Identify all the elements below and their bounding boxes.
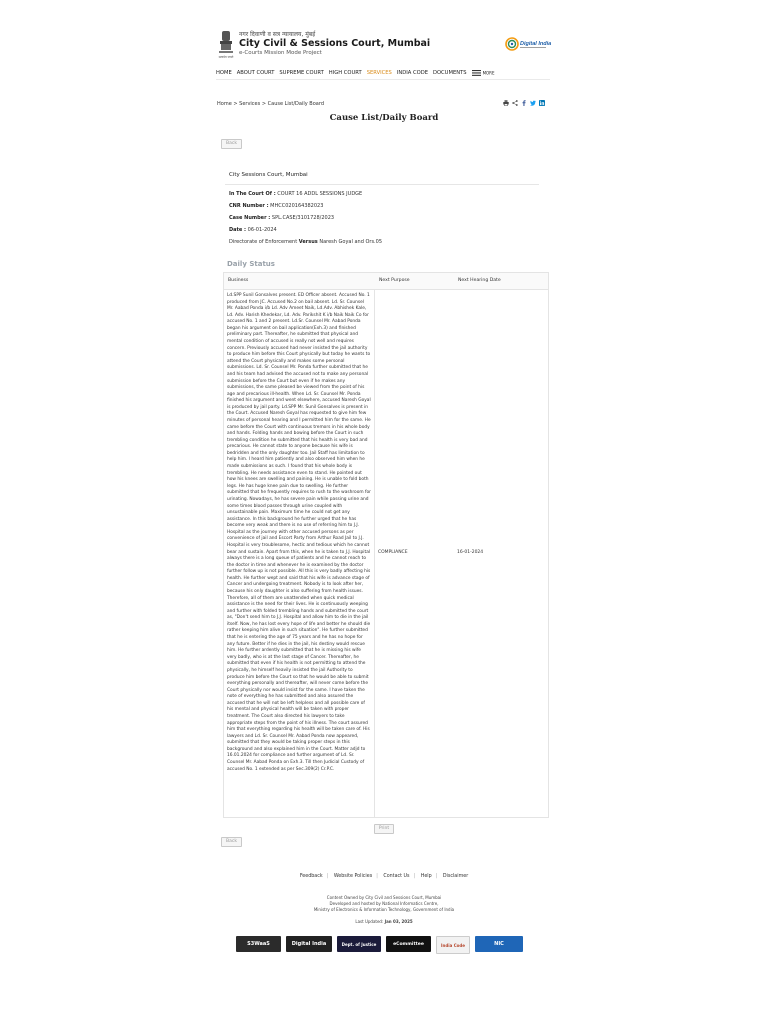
court-of-row [229, 191, 362, 197]
footer-developed: Developed and hosted by National Informatics Centre, [329, 901, 439, 906]
nav-more-label: MORE [482, 70, 495, 76]
next-purpose-cell: COMPLIANCE [378, 550, 408, 555]
footer-contact-us[interactable]: Contact Us [383, 874, 410, 879]
emblem-caption: सत्यमेव जयते [218, 55, 234, 59]
breadcrumb-sep: > [261, 101, 267, 107]
ecommittee-logo[interactable]: eCommittee [386, 936, 431, 952]
breadcrumb [217, 101, 324, 107]
nav-more[interactable] [472, 70, 495, 77]
parties-row [229, 239, 382, 245]
case-number-value: SPL.CASE/3101728/2023 [271, 215, 335, 221]
next-hearing-date-cell: 16-01-2024 [457, 550, 484, 555]
share-toolbar [503, 100, 545, 106]
footer-last-updated [0, 919, 768, 924]
nav-services[interactable]: SERVICES [366, 70, 392, 76]
nav-documents[interactable]: DOCUMENTS [432, 70, 467, 76]
court-name[interactable]: City Civil & Sessions Court, Mumbai [239, 38, 431, 49]
daily-status-heading: Daily Status [227, 260, 275, 268]
national-emblem-icon [217, 29, 235, 59]
date-row [229, 227, 277, 233]
nav-home[interactable]: HOME [216, 70, 232, 76]
print-button[interactable]: Print [374, 824, 394, 834]
col-business: Business [228, 278, 249, 283]
breadcrumb-current: Cause List/Daily Board [267, 101, 324, 107]
twitter-icon[interactable] [530, 100, 536, 106]
footer-website-policies[interactable]: Website Policies [333, 874, 373, 879]
col-next-hearing-date: Next Hearing Date [458, 278, 501, 283]
nav-about-court[interactable]: ABOUT COURT [236, 70, 275, 76]
breadcrumb-home[interactable]: Home [217, 101, 232, 107]
digital-india-footer-logo[interactable]: Digital India [286, 936, 332, 952]
footer-disclaimer[interactable]: Disclaimer [442, 874, 469, 879]
date-label: Date : [229, 227, 247, 233]
case-number-label: Case Number : [229, 215, 271, 221]
nav-divider [216, 79, 550, 80]
back-button[interactable]: Back [221, 139, 242, 149]
column-divider [374, 289, 375, 817]
dept-of-justice-logo[interactable]: Dept. of Justice [337, 936, 381, 952]
court-name-hindi: नगर दिवाणी व सत्र न्यायालय, मुंबई [239, 31, 316, 38]
business-cell: Ld.SPP Sunil Gonsalves present. ED Officer absent. Accused No. 1 produced from JC. Accused No.2 on bail absent. Ld. Sr. Counsel Mr. Aabad Ponda i/b Ld. Adv Ameet Naik, Ld.Adv. Abhishek Kale, Ld. Adv. Harish Khedekar, Ld. Adv. Parikshit K i/b Naik Naik Co for accused No. 1 and 2 present. Ld.Sr. Counsel Mr. Aabad Ponda began his argument on bail application(Exh.3) and finished preliminary part. Thereafter, he submitted that physical and mental condition of accused is really not well and requires concern. Previously accused had never insisted the jail authority to produce him before this Court physically but today he wants to attend the Court physically and makes some personal submissions. Ld. Sr. Counsel Mr. Ponda further submitted that he and his team had advised the accused not to make any personal submission before the Court but even if he makes any submissions, the same pleased be viewed from the point of his age and precarious ill-health. When Ld. Sr. Counsel Mr. Ponda finished his argument and went elsewhere, accused Naresh Goyal is produced by jail party. Ld.SPP Mr. Sunil Gonsalves is present in the Court. Accused Naresh Goyal has requested to give him few minutes of personal hearing and I permitted him for the same. He came before the Court with continuous tremors in his whole body and hands. Folding hands and bowing before the Court in such trembling condition he submitted that his health is very bad and precarious. He cannot state to anyone because his wife is bedridden and the only daughter too. Jail Staff has limitation to help him. I heard him patiently and also observed him when he made submissions as such. I found that his whole body is trembling. He needs assistance even to stand. He pointed out how his knees are swelling and paining. He is unable to fold both legs. He has huge knee pain due to swelling. He further submitted that he frequently requires to rush to the washroom for urinating. Nowadays, he has severe pain while passing urine and some times blood passes through urine coupled with unsustainable pain. Maximum time he could not get any assistance. In this background he further urged that he has become very weak and there is no use of referring him to J.J. Hospital as the journey with other accused persons as per convenience of jail and Escort Party from Arthur Road Jail to J.J. Hospital is very troublesome, hectic and tedious which he cannot bear and sustain. Apart from this, when he is taken to J.J. Hospital always there is a long queue of patients and he cannot reach to the doctor in time and whenever he is examined by the doctor further follow up is not possible. All this is very badly affecting his health. He further wept and said that his wife is advance stage of Cancer and undergoing treatment. Nobody is to look after her, because his only daughter is also suffering from health issues. Therefore, all of them are unattended when quick medical assistance is the need for their lives. He is continuously weeping and further with folded trembling hands and submitted the court as, "Don't send him to J.J. Hospital and allow him to die in the jail itself. Now, he has lost every hope of life and better he should die rather keeping him alive in such situation". He further submitted that he is entering the age of 75 years and he has no hope for any future. Better if he dies in the jail, his destiny would rescue him. He further ardently submitted that he is missing his wife very badly, who is at the last stage of Cancer. Thereafter, he submitted that even if his health is not permitting to attend the physically, he himself heavily insisted the jail Authority to produce him before the Court so that he would be able to submit everything personally and thereafter, will never come before the Court physically nor would insist for the same. I have taken the note of everything he has submitted and also assured the accused that he will not be left helpless and all possible care of his mental and physical health will be taken with proper treatment. The Court also directed his lawyers to take appropriate steps from the point of his illness. The court assured him that everything regarding his health will be taken care of. His lawyers and Ld. Sr. Counsel Mr. Aabad Ponda now appeared, submitted that they would be taking proper steps in this background and also explained him in the Court. Matter adjd to 16.01.2024 for compliance and further argument of Ld. Sr. Counsel Mr. Aabad Ponda on Exh.3. Till then Judicial Custody of accused No. 1 extended as per Sec.309(2) Cr.P.C. [227, 293, 371, 772]
footer-ministry: Ministry of Electronics & Information Technology, Government of India [313, 907, 455, 912]
court-subtitle: e-Courts Mission Mode Project [239, 50, 322, 56]
nav-high-court[interactable]: HIGH COURT [328, 70, 362, 76]
table-header [224, 273, 548, 290]
nav-supreme-court[interactable]: SUPREME COURT [279, 70, 324, 76]
footer-help[interactable]: Help [420, 874, 432, 879]
print-icon[interactable] [503, 100, 509, 106]
linkedin-icon[interactable] [539, 100, 545, 106]
breadcrumb-services[interactable]: Services [239, 101, 261, 107]
date-value: 06-01-2024 [247, 227, 277, 233]
partner-logos [236, 936, 523, 954]
last-updated-value: Jan 03, 2025 [384, 919, 413, 924]
col-next-purpose: Next Purpose [379, 278, 410, 283]
party-b: Naresh Goyal and Ors.05 [319, 239, 383, 245]
hamburger-menu-icon [472, 70, 481, 76]
versus-label: Versus [298, 239, 318, 245]
case-number-row [229, 215, 334, 221]
cnr-label: CNR Number : [229, 203, 269, 209]
facebook-icon[interactable] [521, 100, 527, 106]
cnr-row [229, 203, 323, 209]
back-button-bottom[interactable]: Back [221, 837, 242, 847]
page-title: Cause List/Daily Board [329, 113, 439, 123]
digital-india-logo[interactable] [505, 36, 553, 52]
party-a: Directorate of Enforcement [229, 239, 298, 245]
nav-india-code[interactable]: INDIA CODE [396, 70, 428, 76]
india-code-logo[interactable]: India Code [436, 936, 470, 954]
footer-owned: Content Owned by City Civil and Sessions Court, Mumbai [326, 895, 442, 900]
digital-india-logo-text: Digital India [520, 41, 552, 47]
info-divider [225, 184, 539, 185]
s3waas-logo[interactable]: S3WaaS [236, 936, 281, 952]
footer-feedback[interactable]: Feedback [299, 874, 323, 879]
last-updated-label: Last Updated: [355, 919, 384, 924]
main-nav [216, 70, 499, 77]
cnr-value: MHCC020164382023 [270, 203, 324, 209]
nic-logo[interactable]: NIC [475, 936, 523, 952]
breadcrumb-sep: > [233, 101, 238, 107]
court-of-value: COURT 16 ADDL SESSIONS JUDGE [277, 191, 363, 197]
share-icon[interactable] [512, 100, 518, 106]
court-of-label: In The Court Of : [229, 191, 276, 197]
daily-status-table [223, 272, 549, 818]
court-title: City Sessions Court, Mumbai [229, 172, 308, 178]
footer-links: Feedback | Website Policies | Contact Us | Help | Disclaimer [299, 874, 469, 879]
